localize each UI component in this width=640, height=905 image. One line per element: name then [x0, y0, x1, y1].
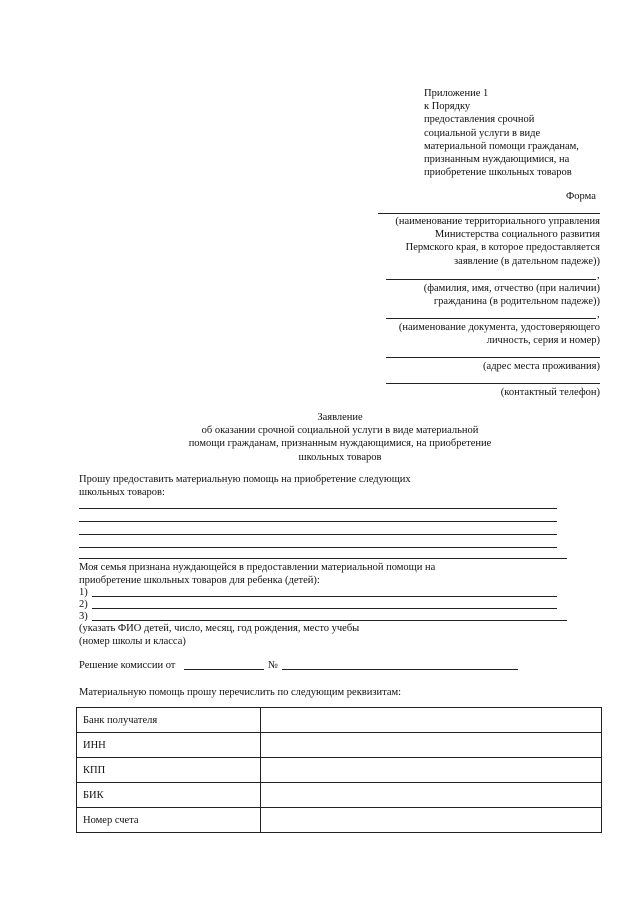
inn-label: ИНН — [77, 733, 261, 758]
child-line[interactable] — [92, 596, 557, 597]
requisites-table — [76, 707, 602, 833]
title-line: Заявление — [317, 412, 363, 423]
goods-line[interactable] — [79, 547, 557, 548]
appendix-line: к Порядку — [424, 101, 471, 113]
paragraph-line: Моя семья признана нуждающейся в предоставлении материальной помощи на — [79, 562, 436, 573]
decision-label: Решение комиссии от — [79, 660, 176, 671]
bank-name-field[interactable] — [261, 708, 602, 733]
appendix-line: материальной помощи гражданам, — [424, 140, 579, 152]
caption-line: (фамилия, имя, отчество (при наличии) — [423, 283, 600, 294]
request-paragraph — [79, 473, 411, 499]
table-row — [77, 708, 602, 733]
fio-caption — [378, 282, 600, 308]
paragraph-line: Прошу предоставить материальную помощь на приобретение следующих — [79, 474, 411, 485]
kpp-label: КПП — [77, 758, 261, 783]
bik-field[interactable] — [261, 783, 602, 808]
child-item-number: 2) — [79, 599, 88, 610]
address-caption: (адрес места проживания) — [483, 361, 600, 372]
title-line: помощи гражданам, признанным нуждающимися, на приобретение — [188, 438, 492, 450]
org-name-caption — [378, 215, 600, 268]
caption-line: (наименование территориального управления — [395, 216, 600, 227]
children-note — [79, 622, 359, 648]
phone-line[interactable] — [386, 383, 600, 384]
caption-line: гражданина (в родительном падеже)) — [433, 296, 600, 308]
org-name-line[interactable] — [378, 213, 600, 214]
goods-line[interactable] — [79, 558, 567, 559]
appendix-line: признанным нуждающимися, на — [424, 154, 570, 166]
decision-number-sign: № — [268, 660, 279, 671]
account-number-label: Номер счета — [77, 808, 261, 833]
caption-line: (наименование документа, удостоверяющего — [398, 322, 600, 333]
goods-line[interactable] — [79, 508, 557, 509]
id-document-comma: , — [597, 309, 600, 320]
id-document-caption — [378, 321, 600, 347]
appendix-line: предоставления срочной — [424, 114, 535, 126]
caption-line: личность, серия и номер) — [486, 335, 600, 347]
paragraph-line: школьных товаров: — [79, 487, 165, 499]
address-line[interactable] — [386, 357, 600, 358]
note-line: (указать ФИО детей, число, месяц, год рождения, место учебы — [79, 623, 360, 634]
appendix-line: Приложение 1 — [424, 88, 489, 99]
decision-date-line[interactable] — [184, 669, 264, 670]
caption-line: заявление (в дательном падеже)) — [454, 255, 600, 267]
family-paragraph — [79, 561, 435, 587]
child-line[interactable] — [92, 608, 557, 609]
title-line: школьных товаров — [298, 451, 382, 463]
child-item-number: 1) — [79, 587, 88, 598]
fio-comma: , — [597, 270, 600, 281]
table-row — [77, 808, 602, 833]
form-label: Форма — [566, 191, 596, 202]
account-number-field[interactable] — [261, 808, 602, 833]
table-row — [77, 733, 602, 758]
note-line: (номер школы и класса) — [79, 636, 186, 648]
table-row — [77, 783, 602, 808]
bank-name-label: Банк получателя — [77, 708, 261, 733]
fio-line[interactable] — [386, 279, 596, 280]
title-line: об оказании срочной социальной услуги в виде материальной — [201, 425, 479, 437]
appendix-line: приобретение школьных товаров — [424, 167, 572, 179]
child-item-number: 3) — [79, 611, 88, 622]
bik-label: БИК — [77, 783, 261, 808]
kpp-field[interactable] — [261, 758, 602, 783]
goods-line[interactable] — [79, 521, 557, 522]
phone-caption: (контактный телефон) — [500, 387, 600, 398]
requisites-intro: Материальную помощь прошу перечислить по следующим реквизитам: — [79, 687, 402, 698]
decision-number-line[interactable] — [282, 669, 518, 670]
id-document-line[interactable] — [386, 318, 596, 319]
table-row — [77, 758, 602, 783]
goods-line[interactable] — [79, 534, 557, 535]
child-line[interactable] — [92, 620, 567, 621]
caption-line: Министерства социального развития — [434, 229, 600, 241]
paragraph-line: приобретение школьных товаров для ребенка (детей): — [79, 575, 320, 587]
inn-field[interactable] — [261, 733, 602, 758]
caption-line: Пермского края, в которое предоставляется — [405, 242, 600, 254]
appendix-block — [424, 87, 579, 179]
statement-title — [140, 411, 540, 464]
appendix-line: социальной услуги в виде — [424, 127, 541, 139]
